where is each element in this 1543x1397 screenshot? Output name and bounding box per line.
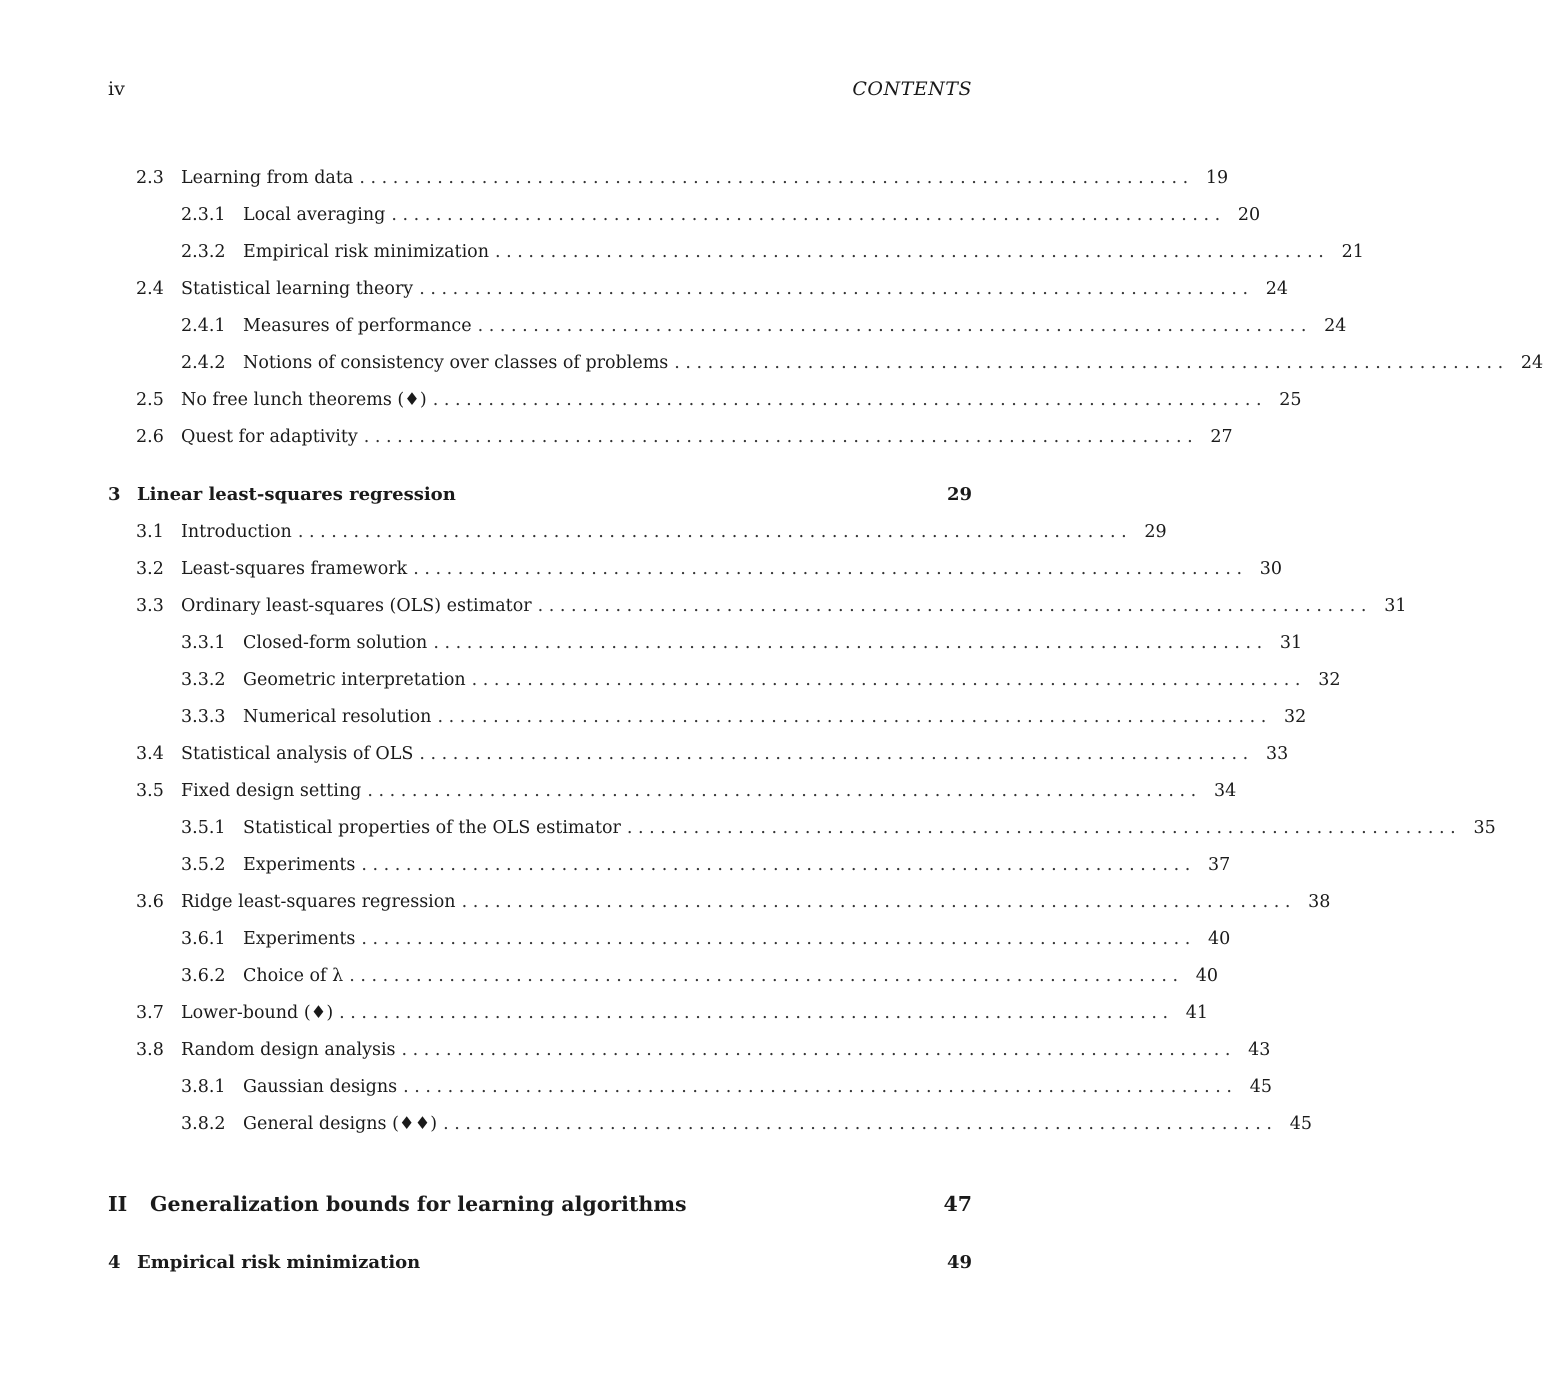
- entry-page[interactable]: 40: [1207, 929, 1231, 949]
- entry-page[interactable]: 29: [1144, 522, 1167, 542]
- dot-leader: . . . . . . . . . . . . . . . . . . . . . . . . . . . . . . . . . . . . . . . . . . . . . . . . . . . . . . . . . . . . . . . . . . . . . . . . . . .: [413, 559, 1243, 579]
- part-page[interactable]: 47: [943, 1192, 972, 1216]
- chapter-page[interactable]: 29: [946, 484, 972, 505]
- chapter-title[interactable]: Empirical risk minimization: [137, 1249, 932, 1277]
- toc-entry-3-2[interactable]: [136, 555, 1283, 583]
- toc-entry-3-5-2[interactable]: [181, 851, 1231, 879]
- entry-title[interactable]: Geometric interpretation: [243, 666, 472, 694]
- entry-number: 3.3.1: [181, 633, 226, 653]
- entry-title[interactable]: Quest for adaptivity: [181, 423, 364, 451]
- page-number: iv: [108, 78, 125, 100]
- entry-page[interactable]: 45: [1249, 1077, 1272, 1097]
- dot-leader: . . . . . . . . . . . . . . . . . . . . . . . . . . . . . . . . . . . . . . . . . . . . . . . . . . . . . . . . . . . . . . . . . . . . . . . . . . .: [367, 781, 1197, 801]
- entry-number: 2.4: [136, 279, 164, 299]
- toc-entry-3-5-1[interactable]: [181, 814, 1496, 842]
- dot-leader: . . . . . . . . . . . . . . . . . . . . . . . . . . . . . . . . . . . . . . . . . . . . . . . . . . . . . . . . . . . . . . . . . . . . . . . . . . .: [403, 1077, 1232, 1097]
- toc-entry-3-8[interactable]: [136, 1036, 1271, 1064]
- entry-number: 3.1: [136, 522, 164, 542]
- chapter-number: 3: [108, 484, 121, 505]
- dot-leader: . . . . . . . . . . . . . . . . . . . . . . . . . . . . . . . . . . . . . . . . . . . . . . . . . . . . . . . . . . . . . . . . . . . . . . . . . . .: [349, 966, 1179, 986]
- toc-entry-2-3-1[interactable]: [181, 201, 1261, 229]
- entry-number: 3.6: [136, 892, 164, 912]
- entry-page[interactable]: 31: [1279, 633, 1303, 653]
- dot-leader: . . . . . . . . . . . . . . . . . . . . . . . . . . . . . . . . . . . . . . . . . . . . . . . . . . . . . . . . . . . . . . . . . . . . . . . . . . .: [419, 279, 1249, 299]
- entry-page[interactable]: 37: [1207, 855, 1231, 875]
- dot-leader: . . . . . . . . . . . . . . . . . . . . . . . . . . . . . . . . . . . . . . . . . . . . . . . . . . . . . . . . . . . . . . . . . . . . . . . . . . .: [359, 168, 1189, 188]
- entry-number: 3.5.1: [181, 818, 226, 838]
- entry-title[interactable]: Ridge least-squares regression: [181, 888, 462, 916]
- entry-page[interactable]: 41: [1185, 1003, 1209, 1023]
- dot-leader: . . . . . . . . . . . . . . . . . . . . . . . . . . . . . . . . . . . . . . . . . . . . . . . . . . . . . . . . . . . . . . . . . . . . . . . . . . .: [419, 744, 1249, 764]
- running-title: CONTENTS: [852, 78, 972, 100]
- entry-number: 3.3: [136, 596, 164, 616]
- toc-entry-3-1[interactable]: [136, 518, 1167, 546]
- dot-leader: . . . . . . . . . . . . . . . . . . . . . . . . . . . . . . . . . . . . . . . . . . . . . . . . . . . . . . . . . . . . . . . . . . . . . . . . . . .: [437, 707, 1267, 727]
- entry-title[interactable]: Measures of performance: [243, 312, 478, 340]
- entry-page[interactable]: 35: [1473, 818, 1496, 838]
- toc-entry-3-6-1[interactable]: [181, 925, 1231, 953]
- entry-number: 3.5: [136, 781, 164, 801]
- dot-leader: . . . . . . . . . . . . . . . . . . . . . . . . . . . . . . . . . . . . . . . . . . . . . . . . . . . . . . . . . . . . . . . . . . . . . . . . . . .: [363, 427, 1193, 447]
- entry-number: 3.3.3: [181, 707, 226, 727]
- entry-title[interactable]: Statistical properties of the OLS estimator: [243, 814, 627, 842]
- dot-leader: . . . . . . . . . . . . . . . . . . . . . . . . . . . . . . . . . . . . . . . . . . . . . . . . . . . . . . . . . . . . . . . . . . . . . . . . . . .: [537, 596, 1367, 616]
- entry-page[interactable]: 24: [1324, 316, 1347, 336]
- entry-number: 3.8.2: [181, 1114, 226, 1134]
- toc-entry-3-3[interactable]: [136, 592, 1407, 620]
- toc-entry-2-3-2[interactable]: [181, 238, 1364, 266]
- entry-title[interactable]: Closed-form solution: [243, 629, 433, 657]
- entry-page[interactable]: 32: [1284, 707, 1307, 727]
- toc-chapter-3[interactable]: [108, 481, 972, 509]
- entry-number: 2.3.1: [181, 205, 226, 225]
- entry-page[interactable]: 40: [1195, 966, 1219, 986]
- dot-leader: . . . . . . . . . . . . . . . . . . . . . . . . . . . . . . . . . . . . . . . . . . . . . . . . . . . . . . . . . . . . . . . . . . . . . . . . . . .: [494, 242, 1324, 262]
- part-title[interactable]: Generalization bounds for learning algorithms: [150, 1190, 932, 1218]
- dot-leader: . . . . . . . . . . . . . . . . . . . . . . . . . . . . . . . . . . . . . . . . . . . . . . . . . . . . . . . . . . . . . . . . . . . . . . . . . . .: [361, 855, 1191, 875]
- entry-number: 3.3.2: [181, 670, 226, 690]
- dot-leader: . . . . . . . . . . . . . . . . . . . . . . . . . . . . . . . . . . . . . . . . . . . . . . . . . . . . . . . . . . . . . . . . . . . . . . . . . . .: [339, 1003, 1169, 1023]
- dot-leader: . . . . . . . . . . . . . . . . . . . . . . . . . . . . . . . . . . . . . . . . . . . . . . . . . . . . . . . . . . . . . . . . . . . . . . . . . . .: [391, 205, 1221, 225]
- entry-title[interactable]: Experiments: [243, 925, 361, 953]
- chapter-page[interactable]: 49: [946, 1252, 972, 1273]
- entry-title[interactable]: Introduction: [181, 518, 298, 546]
- entry-page[interactable]: 34: [1213, 781, 1237, 801]
- entry-number: 3.8.1: [181, 1077, 226, 1097]
- entry-page[interactable]: 27: [1210, 427, 1233, 447]
- toc-entry-2-4-1[interactable]: [181, 312, 1347, 340]
- entry-page[interactable]: 24: [1520, 353, 1543, 373]
- chapter-number: 4: [108, 1252, 121, 1273]
- toc-entry-3-6[interactable]: [136, 888, 1331, 916]
- toc-entry-3-5[interactable]: [136, 777, 1237, 805]
- entry-number: 2.3.2: [181, 242, 226, 262]
- toc-entry-3-7[interactable]: [136, 999, 1209, 1027]
- entry-title[interactable]: Ordinary least-squares (OLS) estimator: [181, 592, 538, 620]
- entry-page[interactable]: 38: [1308, 892, 1331, 912]
- toc-entry-2-6[interactable]: [136, 423, 1233, 451]
- toc-entry-3-3-2[interactable]: [181, 666, 1341, 694]
- entry-title[interactable]: Statistical analysis of OLS: [181, 740, 419, 768]
- entry-number: 3.6.2: [181, 966, 226, 986]
- entry-page[interactable]: 20: [1237, 205, 1261, 225]
- dot-leader: . . . . . . . . . . . . . . . . . . . . . . . . . . . . . . . . . . . . . . . . . . . . . . . . . . . . . . . . . . . . . . . . . . . . . . . . . . .: [297, 522, 1127, 542]
- entry-page[interactable]: 25: [1279, 390, 1302, 410]
- entry-number: 2.5: [136, 390, 164, 410]
- dot-leader: . . . . . . . . . . . . . . . . . . . . . . . . . . . . . . . . . . . . . . . . . . . . . . . . . . . . . . . . . . . . . . . . . . . . . . . . . . .: [361, 929, 1191, 949]
- entry-number: 3.4: [136, 744, 164, 764]
- entry-title[interactable]: Random design analysis: [181, 1036, 402, 1064]
- toc-part-ii[interactable]: [108, 1190, 972, 1218]
- entry-number: 3.2: [136, 559, 164, 579]
- entry-page[interactable]: 31: [1384, 596, 1407, 616]
- dot-leader: . . . . . . . . . . . . . . . . . . . . . . . . . . . . . . . . . . . . . . . . . . . . . . . . . . . . . . . . . . . . . . . . . . . . . . . . . . .: [432, 390, 1262, 410]
- entry-page[interactable]: 43: [1248, 1040, 1271, 1060]
- toc-entry-3-6-2[interactable]: [181, 962, 1219, 990]
- entry-title[interactable]: Notions of consistency over classes of problems: [243, 349, 674, 377]
- entry-number: 2.6: [136, 427, 164, 447]
- toc-entry-3-4[interactable]: [136, 740, 1289, 768]
- entry-number: 3.7: [136, 1003, 164, 1023]
- dot-leader: . . . . . . . . . . . . . . . . . . . . . . . . . . . . . . . . . . . . . . . . . . . . . . . . . . . . . . . . . . . . . . . . . . . . . . . . . . .: [626, 818, 1456, 838]
- entry-title[interactable]: Numerical resolution: [243, 703, 437, 731]
- entry-page[interactable]: 45: [1289, 1114, 1312, 1134]
- part-number: II: [108, 1192, 128, 1216]
- chapter-title[interactable]: Linear least-squares regression: [137, 481, 932, 509]
- entry-title[interactable]: Local averaging: [243, 201, 391, 229]
- toc-entry-3-3-3[interactable]: [181, 703, 1307, 731]
- entry-number: 2.4.1: [181, 316, 226, 336]
- entry-title[interactable]: No free lunch theorems (♦): [181, 386, 433, 414]
- dot-leader: . . . . . . . . . . . . . . . . . . . . . . . . . . . . . . . . . . . . . . . . . . . . . . . . . . . . . . . . . . . . . . . . . . . . . . . . . . .: [461, 892, 1291, 912]
- entry-title[interactable]: Least-squares framework: [181, 555, 413, 583]
- entry-number: 3.6.1: [181, 929, 226, 949]
- dot-leader: . . . . . . . . . . . . . . . . . . . . . . . . . . . . . . . . . . . . . . . . . . . . . . . . . . . . . . . . . . . . . . . . . . . . . . . . . . .: [674, 353, 1504, 373]
- toc-entry-3-8-2[interactable]: [181, 1110, 1312, 1138]
- entry-page[interactable]: 30: [1259, 559, 1283, 579]
- toc-entry-2-3[interactable]: [136, 164, 1229, 192]
- toc-entry-3-8-1[interactable]: [181, 1073, 1272, 1101]
- entry-number: 2.3: [136, 168, 164, 188]
- toc-entry-2-4[interactable]: [136, 275, 1289, 303]
- toc-entry-2-4-2[interactable]: [181, 349, 1543, 377]
- entry-page[interactable]: 24: [1265, 279, 1289, 299]
- entry-number: 2.4.2: [181, 353, 226, 373]
- entry-title[interactable]: Gaussian designs: [243, 1073, 403, 1101]
- toc-entry-2-5[interactable]: [136, 386, 1302, 414]
- entry-title[interactable]: Statistical learning theory: [181, 275, 419, 303]
- entry-title[interactable]: Learning from data: [181, 164, 359, 192]
- dot-leader: . . . . . . . . . . . . . . . . . . . . . . . . . . . . . . . . . . . . . . . . . . . . . . . . . . . . . . . . . . . . . . . . . . . . . . . . . . .: [443, 1114, 1272, 1134]
- toc-entry-3-3-1[interactable]: [181, 629, 1303, 657]
- entry-page[interactable]: 33: [1265, 744, 1289, 764]
- dot-leader: . . . . . . . . . . . . . . . . . . . . . . . . . . . . . . . . . . . . . . . . . . . . . . . . . . . . . . . . . . . . . . . . . . . . . . . . . . .: [401, 1040, 1231, 1060]
- entry-title[interactable]: General designs (♦♦): [243, 1110, 443, 1138]
- entry-page[interactable]: 32: [1318, 670, 1341, 690]
- entry-title[interactable]: Choice of λ: [243, 962, 349, 990]
- toc-chapter-4[interactable]: [108, 1249, 972, 1277]
- entry-number: 3.5.2: [181, 855, 226, 875]
- entry-title[interactable]: Fixed design setting: [181, 777, 367, 805]
- entry-number: 3.8: [136, 1040, 164, 1060]
- dot-leader: . . . . . . . . . . . . . . . . . . . . . . . . . . . . . . . . . . . . . . . . . . . . . . . . . . . . . . . . . . . . . . . . . . . . . . . . . . .: [471, 670, 1301, 690]
- entry-page[interactable]: 19: [1205, 168, 1229, 188]
- dot-leader: . . . . . . . . . . . . . . . . . . . . . . . . . . . . . . . . . . . . . . . . . . . . . . . . . . . . . . . . . . . . . . . . . . . . . . . . . . .: [477, 316, 1307, 336]
- entry-title[interactable]: Empirical risk minimization: [243, 238, 495, 266]
- dot-leader: . . . . . . . . . . . . . . . . . . . . . . . . . . . . . . . . . . . . . . . . . . . . . . . . . . . . . . . . . . . . . . . . . . . . . . . . . . .: [433, 633, 1263, 653]
- entry-title[interactable]: Experiments: [243, 851, 361, 879]
- entry-page[interactable]: 21: [1341, 242, 1364, 262]
- entry-title[interactable]: Lower-bound (♦): [181, 999, 339, 1027]
